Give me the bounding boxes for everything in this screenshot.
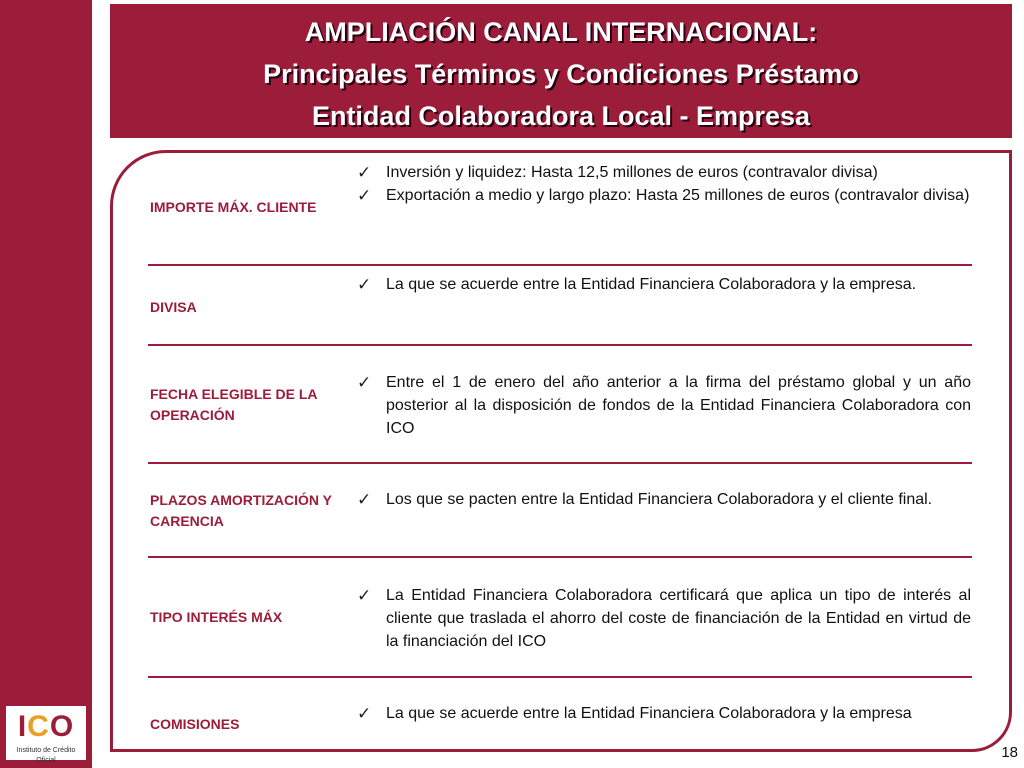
ico-logo <box>6 706 86 764</box>
bullet-text: La Entidad Financiera Colaboradora certificará que aplica un tipo de interés al cliente que traslada el ahorro del coste de financiación de la Entidad en virtud de la financiación del ICO <box>386 587 971 650</box>
checkmark-icon: ✓ <box>357 163 372 182</box>
row-bullet-plazos-1 <box>357 488 971 511</box>
header-title-line-3: Entidad Colaboradora Local - Empresa <box>311 101 811 131</box>
header-title-line-1: AMPLIACIÓN CANAL INTERNACIONAL: <box>304 17 818 47</box>
row-separator <box>148 462 972 464</box>
row-label-plazos: PLAZOS AMORTIZACIÓN Y CARENCIA <box>150 492 332 529</box>
row-bullet-importe-1 <box>357 161 971 184</box>
row-bullet-importe-2 <box>357 184 971 207</box>
row-bullet-comisiones-1 <box>357 702 971 725</box>
page-number: 18 <box>1001 744 1018 761</box>
checkmark-icon: ✓ <box>357 373 372 392</box>
bullet-text: La que se acuerde entre la Entidad Financiera Colaboradora y la empresa. <box>386 276 917 293</box>
ico-logo-mark: ICO <box>17 710 75 743</box>
bullet-text: Exportación a medio y largo plazo: Hasta 25 millones de euros (contravalor divisa) <box>386 187 970 204</box>
row-label-importe: IMPORTE MÁX. CLIENTE <box>150 199 317 215</box>
row-label-comisiones: COMISIONES <box>150 716 240 732</box>
checkmark-icon: ✓ <box>357 586 372 605</box>
row-separator <box>148 344 972 346</box>
checkmark-icon: ✓ <box>357 490 372 509</box>
bullet-text: Entre el 1 de enero del año anterior a la firma del préstamo global y un año posterior al la disposición de fondos de la Entidad Financiera Colaboradora con ICO <box>386 374 971 437</box>
bullet-text: Los que se pacten entre la Entidad Financiera Colaboradora y el cliente final. <box>386 491 933 508</box>
row-bullet-fecha-1 <box>357 371 971 440</box>
row-bullet-divisa-1 <box>357 273 971 296</box>
header-title-line-2: Principales Términos y Condiciones Préstamo <box>263 59 859 89</box>
row-separator <box>148 676 972 678</box>
bullet-text: La que se acuerde entre la Entidad Financiera Colaboradora y la empresa <box>386 705 912 722</box>
row-bullet-tipo-interes-1 <box>357 584 971 653</box>
slide-header <box>110 4 1012 138</box>
ico-logo-subtitle: Instituto de Crédito Oficial <box>16 747 76 764</box>
content-frame <box>110 150 1012 752</box>
checkmark-icon: ✓ <box>357 186 372 205</box>
row-separator <box>148 264 972 266</box>
checkmark-icon: ✓ <box>357 275 372 294</box>
row-separator <box>148 556 972 558</box>
row-label-fecha: FECHA ELEGIBLE DE LA OPERACIÓN <box>150 386 317 423</box>
row-label-divisa: DIVISA <box>150 299 197 315</box>
row-label-tipo-interes: TIPO INTERÉS MÁX <box>150 609 283 625</box>
bullet-text: Inversión y liquidez: Hasta 12,5 millones de euros (contravalor divisa) <box>386 164 878 181</box>
checkmark-icon: ✓ <box>357 704 372 723</box>
left-sidebar-bar <box>0 0 92 768</box>
